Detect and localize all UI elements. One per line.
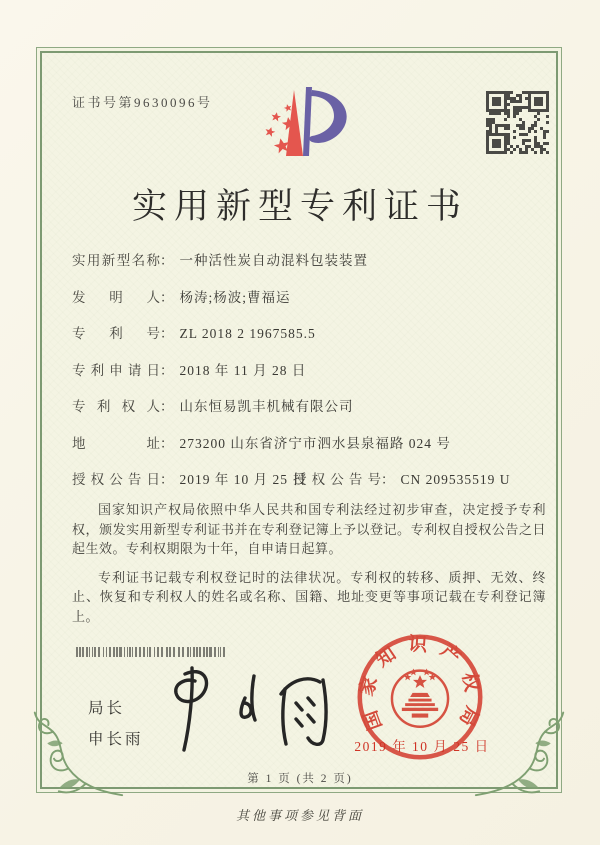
field-label: 专利号 — [72, 326, 160, 341]
certificate-number: 证书号第9630096号 — [72, 95, 213, 110]
field-value: CN 209535519 U — [400, 472, 511, 487]
field-label: 专利权人 — [72, 399, 160, 414]
field-label: 实用新型名称 — [72, 253, 160, 268]
grant-date-pair — [72, 470, 307, 490]
national-emblem-icon — [392, 669, 448, 727]
barcode — [76, 644, 230, 654]
field-colon: ： — [160, 326, 174, 341]
issuer-block — [88, 693, 144, 755]
field-colon: ： — [160, 253, 174, 268]
signature-handwriting-icon — [155, 658, 350, 760]
field-colon: ： — [160, 399, 174, 414]
issuer-title: 局长 — [88, 700, 126, 717]
certificate-fields — [72, 251, 550, 507]
field-colon: ： — [160, 435, 174, 451]
page-number: 第 1 页 (共 2 页) — [247, 773, 353, 785]
seal-date: 2019 年 10 月 25 日 — [354, 739, 490, 754]
issuer-name: 申长雨 — [88, 731, 144, 748]
field-row-inventor — [72, 288, 550, 325]
field-value: 2019 年 10 月 25 日 — [179, 472, 307, 487]
cnipa-logo-icon — [248, 84, 352, 162]
grant-no-pair — [293, 470, 511, 490]
field-row-patent-no — [72, 324, 550, 361]
field-label: 地址 — [72, 435, 160, 451]
field-value: ZL 2018 2 1967585.5 — [179, 326, 316, 341]
field-colon: ： — [160, 472, 174, 487]
field-value: 山东恒易凯丰机械有限公司 — [179, 399, 354, 414]
field-row-filing-date — [72, 361, 550, 398]
field-label: 授权公告日 — [72, 472, 160, 487]
legal-paragraph: 国家知识产权局依照中华人民共和国专利法经过初步审查，决定授予专利权，颁发实用新型专利证书并在专利登记簿上予以登记。专利权自授权公告之日起生效。专利权期限为十年，自申请日起算。 — [72, 502, 546, 556]
legal-paragraph: 专利证书记载专利权登记时的法律状况。专利权的转移、质押、无效、终止、恢复和专利权人的姓名或名称、国籍、地址变更等事项记载在专利登记簿上。 — [72, 569, 546, 624]
field-value: 2018 年 11 月 28 日 — [179, 362, 307, 378]
field-value: 一种活性炭自动混料包装装置 — [179, 253, 368, 268]
field-row-patentee — [72, 397, 550, 434]
field-colon: ： — [160, 362, 174, 378]
svg-text:国家知识产权局 — [354, 632, 486, 740]
field-label: 发明人 — [72, 289, 160, 305]
field-value: 杨涛;杨波;曹福运 — [179, 289, 291, 305]
back-side-note: 其他事项参见背面 — [235, 808, 364, 823]
field-value: 273200 山东省济宁市泗水县泉福路 024 号 — [179, 435, 451, 451]
field-row-name — [72, 251, 550, 288]
qr-code — [486, 91, 549, 154]
field-label: 专利申请日 — [72, 362, 160, 378]
legal-text — [72, 500, 546, 635]
field-label: 授权公告号 — [293, 472, 381, 487]
seal-agency-text: 国家知识产权局 — [356, 633, 484, 740]
field-colon: ： — [381, 472, 395, 487]
certificate-title: 实用新型专利证书 — [131, 187, 468, 226]
field-row-address — [72, 434, 550, 471]
field-colon: ： — [160, 289, 174, 305]
